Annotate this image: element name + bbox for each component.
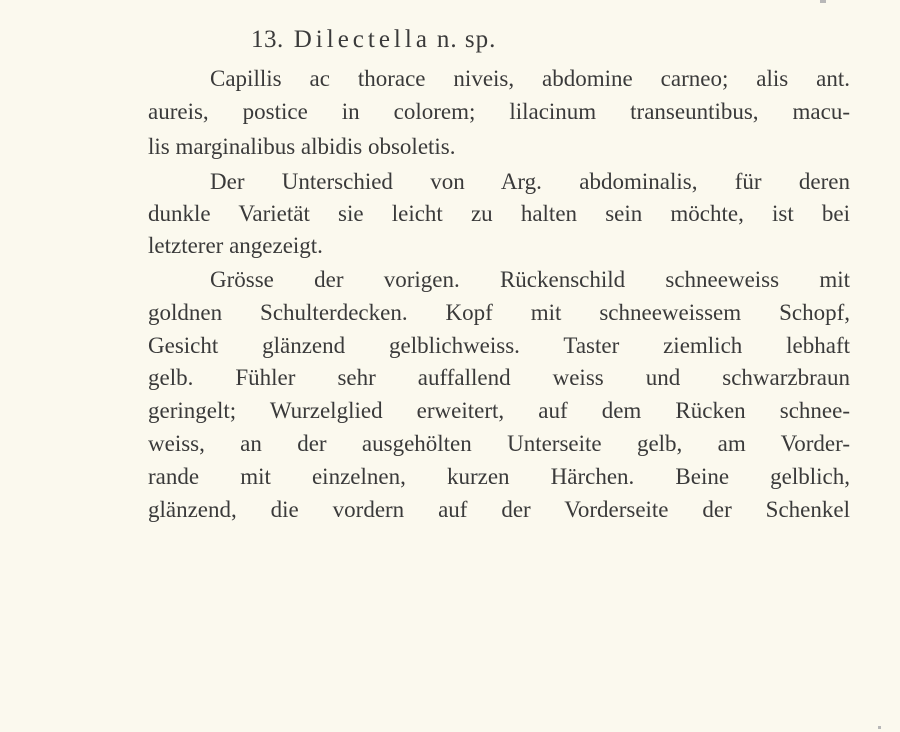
- text-line: geringelt; Wurzelglied erweitert, auf dem Rücken schnee-: [148, 398, 850, 423]
- species-heading: [251, 26, 496, 54]
- text-line: gelb. Fühler sehr auffallend weiss und schwarzbraun: [148, 365, 850, 390]
- text-line: Grösse der vorigen. Rückenschild schneeweiss mit: [210, 267, 850, 292]
- scan-speck: [820, 0, 826, 3]
- text-line: weiss, an der ausgehölten Unterseite gelb, am Vorder-: [148, 431, 850, 456]
- text-line: aureis, postice in colorem; lilacinum transeuntibus, macu-: [148, 99, 850, 124]
- text-line: letzterer angezeigt.: [148, 233, 323, 258]
- text-line: goldnen Schulterdecken. Kopf mit schneeweissem Schopf,: [148, 300, 850, 325]
- text-line: glänzend, die vordern auf der Vorderseite der Schenkel: [148, 497, 850, 522]
- text-line: lis marginalibus albidis obsoletis.: [148, 134, 456, 159]
- species-genus: Dilectella: [293, 26, 431, 53]
- species-suffix: n. sp.: [436, 26, 497, 53]
- scan-speck: [878, 726, 881, 729]
- text-line: rande mit einzelnen, kurzen Härchen. Beine gelblich,: [148, 464, 850, 489]
- text-line: Der Unterschied von Arg. abdominalis, für deren: [210, 169, 850, 194]
- text-line: dunkle Varietät sie leicht zu halten sein möchte, ist bei: [148, 201, 850, 226]
- text-line: Gesicht glänzend gelblichweiss. Taster ziemlich lebhaft: [148, 333, 850, 358]
- text-line: Capillis ac thorace niveis, abdomine carneo; alis ant.: [210, 66, 850, 91]
- species-number: 13.: [251, 26, 284, 53]
